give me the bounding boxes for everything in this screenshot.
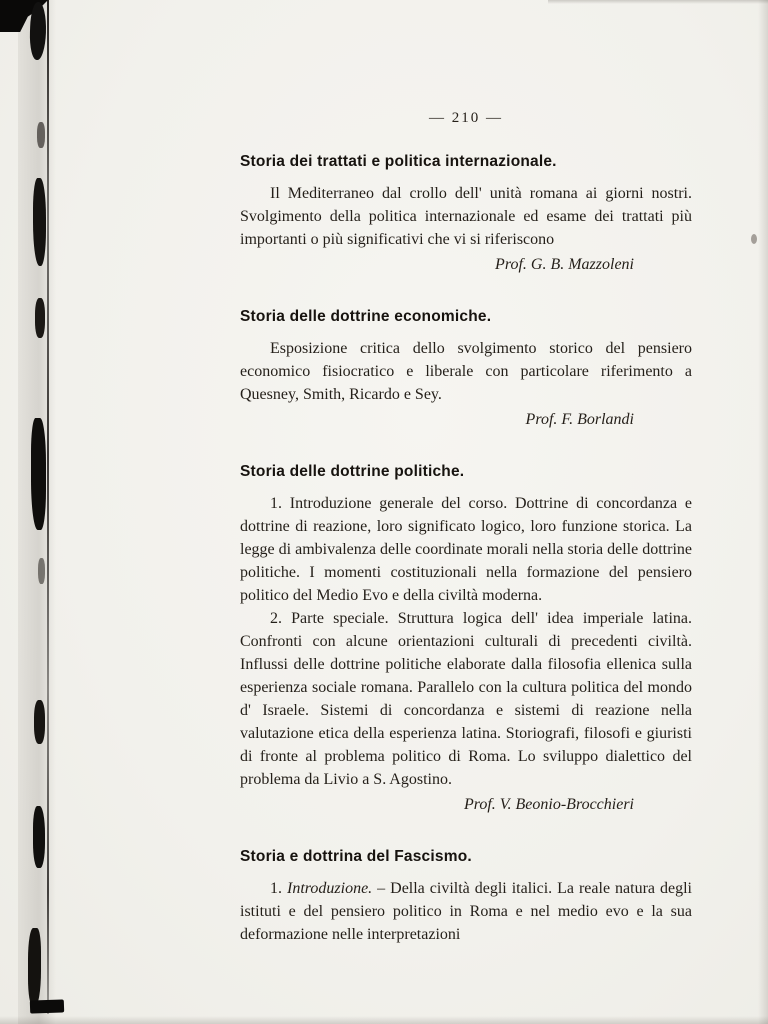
professor-attribution: Prof. F. Borlandi bbox=[525, 411, 634, 428]
course-heading: Storia dei trattati e politica internazionale. bbox=[240, 153, 557, 170]
scan-artifact-blob bbox=[34, 700, 45, 744]
course-heading: Storia delle dottrine politiche. bbox=[240, 463, 465, 480]
scan-artifact-speck bbox=[751, 234, 757, 244]
course-section-fascismo bbox=[240, 848, 692, 946]
course-heading: Storia e dottrina del Fascismo. bbox=[240, 848, 472, 865]
course-description: Esposizione critica dello svolgimento storico del pensiero economico fisiocratico e liberale con particolare riferimento a Quesney, Smith, Ricardo e Sey. bbox=[240, 340, 692, 403]
scan-artifact-blob bbox=[31, 418, 46, 530]
course-description-part-1: 1. Introduzione generale del corso. Dottrine di concordanza e dottrine di reazione, loro significato logico, loro funzione storica. La legge di ambivalenza delle coordinate morali nella storia delle dottrine politiche. I momenti costituzionali nella formazione del pensiero politico del Medio Evo e della civiltà moderna. bbox=[240, 495, 692, 604]
professor-attribution: Prof. G. B. Mazzoleni bbox=[495, 256, 634, 273]
scan-artifact-blob bbox=[35, 298, 45, 338]
scan-artifact-blob bbox=[37, 122, 45, 148]
scan-artifact-binding-line bbox=[47, 0, 49, 1014]
course-description: Il Mediterraneo dal crollo dell' unità romana ai giorni nostri. Svolgimento della politica internazionale ed esame dei trattati più importanti o più significativi che vi si riferiscono bbox=[240, 185, 692, 248]
course-section-dottrine-economiche bbox=[240, 308, 692, 429]
course-section-trattati bbox=[240, 153, 692, 274]
scan-artifact-blob bbox=[38, 558, 45, 584]
scan-artifact-blob bbox=[30, 999, 64, 1013]
page-content bbox=[240, 110, 692, 946]
professor-attribution: Prof. V. Beonio-Brocchieri bbox=[463, 796, 634, 813]
scan-artifact-bottom-shading bbox=[0, 1016, 768, 1024]
paragraph-text: – Della civiltà degli italici. La reale natura degli istituti e del pensiero politico in Roma e nel medio evo e la sua deformazione nelle interpretazioni bbox=[240, 880, 692, 943]
paragraph-number: 1. bbox=[270, 880, 287, 897]
scan-artifact-left-shading bbox=[18, 0, 56, 1024]
scan-artifact-blob bbox=[28, 928, 41, 1006]
scan-artifact-blob bbox=[33, 178, 46, 266]
page-number: — 210 — bbox=[429, 110, 503, 126]
scan-artifact-blob bbox=[33, 806, 45, 868]
scan-artifact-top-shading bbox=[548, 0, 768, 4]
course-section-dottrine-politiche bbox=[240, 463, 692, 814]
course-description bbox=[240, 877, 692, 946]
scan-artifact-right-shading bbox=[758, 0, 768, 1024]
paragraph-lead-italic: Introduzione. bbox=[286, 880, 373, 897]
scan-artifact-blob bbox=[29, 2, 47, 61]
course-heading: Storia delle dottrine economiche. bbox=[240, 308, 492, 325]
scan-artifact-corner-mark bbox=[0, 0, 48, 32]
course-description-part-2: 2. Parte speciale. Struttura logica dell' idea imperiale latina. Confronti con alcune orientazioni culturali di precedenti civiltà. Influssi delle dottrine politiche elaborate dalla filosofia ellenica sulla esperienza sociale romana. Parallelo con la cultura politica del mondo d' Israele. Sistemi di concordanza e sistemi di reazione nella valutazione etica della esperienza latina. Storiografi, filosofi e giuristi di fronte al problema politico di Roma. Lo sviluppo dialettico del problema da Livio a S. Agostino. bbox=[240, 610, 692, 788]
